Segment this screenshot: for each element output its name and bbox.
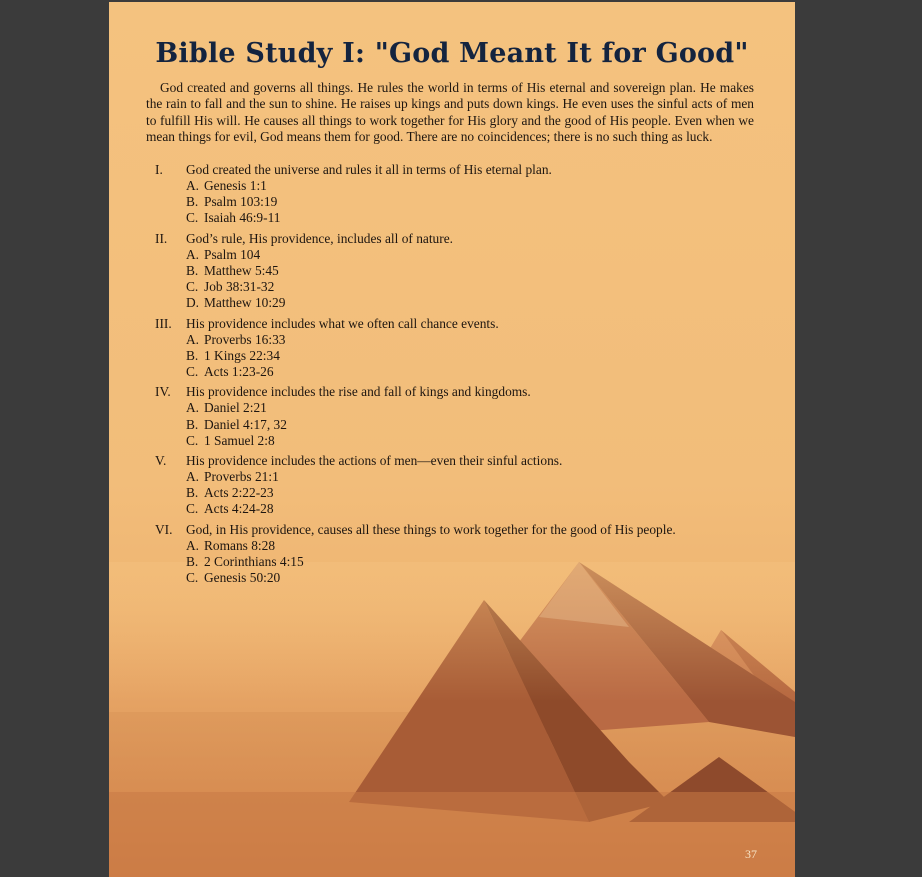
reference-letter: B. — [186, 416, 199, 432]
reference-letter: C. — [186, 570, 199, 586]
study-outline — [155, 162, 775, 591]
outline-point — [155, 384, 775, 448]
reference-text: 2 Corinthians 4:15 — [204, 554, 304, 570]
reference-letter: C. — [186, 279, 199, 295]
outline-point — [155, 316, 775, 380]
reference-letter: A. — [186, 469, 200, 485]
reference-letter: A. — [186, 400, 200, 416]
scripture-reference — [186, 501, 775, 517]
reference-text: Romans 8:28 — [204, 538, 276, 554]
outline-numeral: III. — [155, 315, 172, 331]
scripture-reference — [186, 485, 775, 501]
outline-point-text: God, in His providence, causes all these things to work together for the good of His people. — [186, 521, 676, 537]
scripture-reference — [186, 247, 775, 263]
reference-letter: B. — [186, 194, 199, 210]
scripture-reference — [186, 295, 775, 311]
reference-text: Daniel 4:17, 32 — [204, 416, 287, 432]
scripture-reference — [186, 194, 775, 210]
outline-point-text: His providence includes the rise and fall of kings and kingdoms. — [186, 384, 531, 400]
reference-text: Genesis 1:1 — [204, 178, 267, 194]
reference-text: Daniel 2:21 — [204, 400, 267, 416]
reference-letter: A. — [186, 246, 200, 262]
scripture-reference — [186, 364, 775, 380]
reference-letter: C. — [186, 501, 199, 517]
reference-list — [155, 247, 775, 311]
reference-letter: B. — [186, 262, 199, 278]
outline-numeral: IV. — [155, 384, 171, 400]
reference-letter: D. — [186, 295, 200, 311]
reference-letter: B. — [186, 485, 199, 501]
page-number: 37 — [745, 847, 757, 861]
reference-text: Isaiah 46:9-11 — [204, 210, 281, 226]
scripture-reference — [186, 263, 775, 279]
reference-letter: A. — [186, 331, 200, 347]
outline-numeral: VI. — [155, 521, 173, 537]
reference-text: 1 Samuel 2:8 — [204, 432, 275, 448]
scripture-reference — [186, 554, 775, 570]
outline-point — [155, 231, 775, 311]
reference-text: 1 Kings 22:34 — [204, 347, 280, 363]
scripture-reference — [186, 210, 775, 226]
reference-list — [155, 469, 775, 517]
reference-text: Psalm 104 — [204, 246, 261, 262]
reference-text: Job 38:31-32 — [204, 279, 275, 295]
outline-point-text: God created the universe and rules it all in terms of His eternal plan. — [186, 162, 552, 177]
page-title: Bible Study I: "God Meant It for Good" — [155, 38, 749, 69]
outline-numeral: II. — [155, 230, 168, 246]
outline-point — [155, 162, 775, 226]
reference-text: Acts 4:24-28 — [204, 501, 274, 517]
outline-point-text: His providence includes the actions of men—even their sinful actions. — [186, 453, 563, 469]
scripture-reference — [186, 433, 775, 449]
outline-point — [155, 522, 775, 586]
scripture-reference — [186, 538, 775, 554]
outline-point — [155, 453, 775, 517]
scripture-reference — [186, 279, 775, 295]
reference-letter: C. — [186, 210, 199, 226]
outline-point-text: His providence includes what we often call chance events. — [186, 315, 499, 331]
reference-text: Matthew 10:29 — [204, 295, 286, 311]
reference-text: Acts 2:22-23 — [204, 485, 274, 501]
reference-text: Acts 1:23-26 — [204, 363, 274, 379]
reference-letter: B. — [186, 554, 199, 570]
outline-numeral: V. — [155, 453, 167, 469]
scripture-reference — [186, 348, 775, 364]
reference-text: Genesis 50:20 — [204, 570, 281, 586]
reference-list — [155, 538, 775, 586]
scripture-reference — [186, 469, 775, 485]
reference-text: Matthew 5:45 — [204, 262, 279, 278]
reference-list — [155, 178, 775, 226]
scripture-reference — [186, 570, 775, 586]
reference-letter: A. — [186, 178, 200, 194]
reference-text: Psalm 103:19 — [204, 194, 278, 210]
scripture-reference — [186, 332, 775, 348]
reference-letter: A. — [186, 538, 200, 554]
reference-list — [155, 400, 775, 448]
outline-numeral: I. — [155, 162, 163, 177]
scripture-reference — [186, 178, 775, 194]
scripture-reference — [186, 417, 775, 433]
reference-letter: C. — [186, 363, 199, 379]
intro-paragraph: God created and governs all things. He rules the world in terms of His eternal and sovereign plan. He makes the rain to fall and the sun to shine. He raises up kings and puts down kings. He even uses the sinful acts of men to fulfill His will. He causes all things to work together for His glory and the good of His people. Even when we mean things for evil, God means them for good. There are no coincidences; there is no such thing as luck. — [146, 80, 754, 144]
reference-letter: B. — [186, 347, 199, 363]
outline-point-text: God’s rule, His providence, includes all of nature. — [186, 230, 453, 246]
reference-text: Proverbs 21:1 — [204, 469, 279, 485]
document-page — [109, 2, 795, 877]
scripture-reference — [186, 400, 775, 416]
reference-list — [155, 332, 775, 380]
reference-text: Proverbs 16:33 — [204, 331, 286, 347]
reference-letter: C. — [186, 432, 199, 448]
